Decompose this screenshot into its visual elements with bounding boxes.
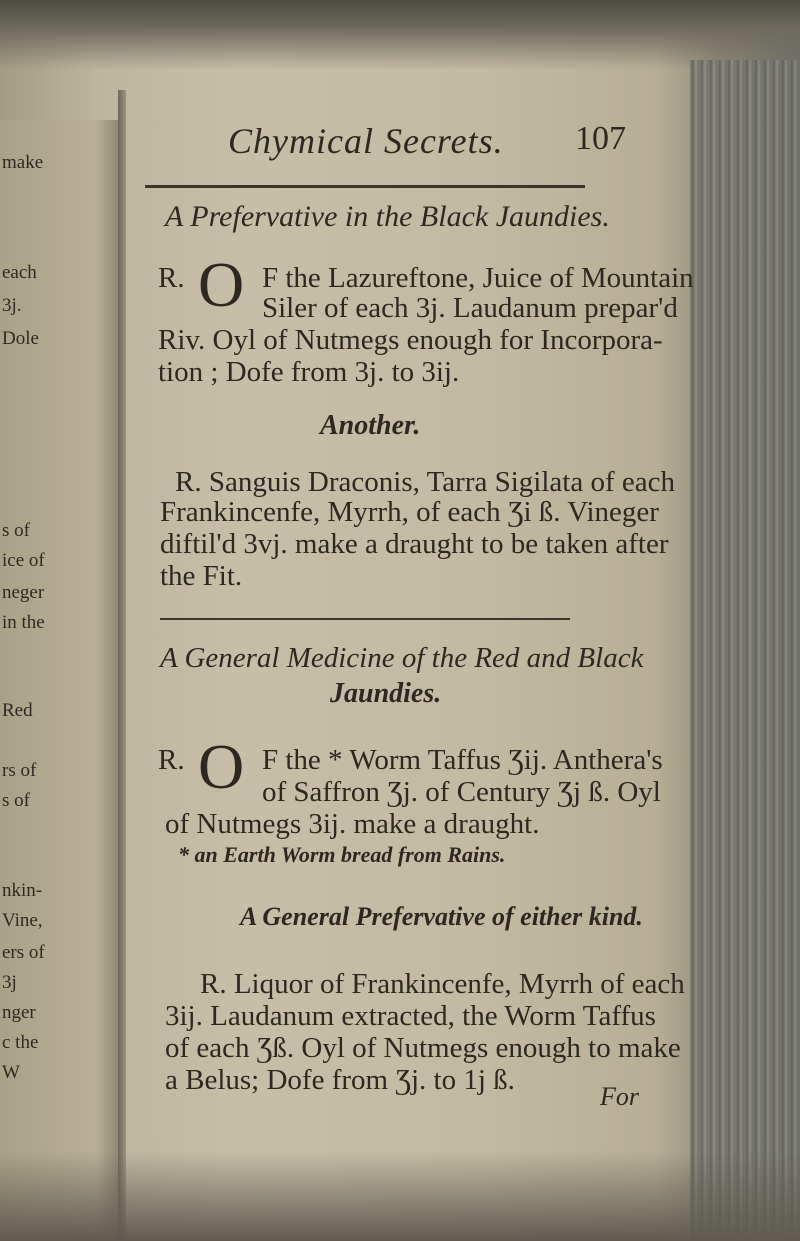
body-line: a Belus; Dofe from Ʒj. to 1j ß. — [165, 1064, 515, 1096]
body-line: of Saffron Ʒj. of Century Ʒj ß. Oyl — [262, 776, 661, 808]
margin-fragment: W — [2, 1062, 20, 1083]
running-head: Chymical Secrets. — [228, 121, 504, 161]
margin-fragment: 3j — [2, 972, 17, 993]
margin-fragment: neger — [2, 582, 45, 603]
section-rule — [160, 618, 570, 620]
recipe-prefix: R. — [158, 262, 185, 294]
margin-fragment: nger — [2, 1002, 36, 1023]
margin-fragment: ers of — [2, 942, 45, 963]
drop-capital: O — [198, 249, 245, 320]
body-line: the Fit. — [160, 560, 243, 592]
header-rule — [145, 185, 585, 188]
margin-fragment: make — [2, 152, 44, 173]
footnote: * an Earth Worm bread from Rains. — [178, 842, 506, 867]
margin-fragment: Vine, — [2, 910, 43, 931]
body-line: Riv. Oyl of Nutmegs enough for Incorpora- — [158, 324, 663, 356]
body-line: of Nutmegs 3ij. make a draught. — [165, 808, 540, 840]
drop-capital: O — [198, 731, 245, 802]
bottom-shadow — [0, 1151, 800, 1241]
section-heading: Jaundies. — [330, 678, 442, 709]
section-heading: Another. — [320, 410, 421, 441]
body-line: Siler of each 3j. Laudanum prepar'd — [262, 292, 678, 324]
page-edges — [690, 60, 800, 1241]
margin-fragment: c the — [2, 1032, 39, 1053]
body-line: F the Lazureftone, Juice of Mountain — [262, 262, 694, 294]
margin-fragment: nkin- — [2, 880, 43, 901]
margin-fragment: s of — [2, 520, 30, 541]
body-line: F the * Worm Taffus Ʒij. Anthera's — [262, 744, 663, 776]
body-line: 3ij. Laudanum extracted, the Worm Taffus — [165, 1000, 656, 1032]
margin-fragment: rs of — [2, 760, 37, 781]
margin-fragment: each — [2, 262, 37, 283]
body-line: Frankincenfe, Myrrh, of each Ʒi ß. Vineger — [160, 496, 659, 528]
body-line: R. Liquor of Frankincenfe, Myrrh of each — [200, 968, 685, 1000]
section-heading: A Prefervative in the Black Jaundies. — [165, 200, 610, 233]
margin-fragment: in the — [2, 612, 45, 633]
margin-fragment: s of — [2, 790, 30, 811]
body-line: R. Sanguis Draconis, Tarra Sigilata of each — [175, 466, 675, 498]
body-line: diftil'd 3vj. make a draught to be taken after — [160, 528, 669, 560]
margin-fragment: 3j. — [2, 295, 22, 316]
margin-fragment: ice of — [2, 550, 45, 571]
margin-fragment: Red — [2, 700, 33, 721]
recipe-prefix: R. — [158, 744, 185, 776]
body-line: tion ; Dofe from 3j. to 3ij. — [158, 356, 460, 388]
body-line: of each Ʒß. Oyl of Nutmegs enough to make — [165, 1032, 681, 1064]
margin-fragment: Dole — [2, 328, 39, 349]
section-heading: A General Medicine of the Red and Black — [160, 642, 644, 674]
page-number: 107 — [575, 120, 626, 157]
catchword: For — [600, 1082, 639, 1111]
binding-gutter — [118, 90, 126, 1240]
top-shadow — [0, 0, 800, 70]
section-heading: A General Prefervative of either kind. — [240, 902, 643, 931]
